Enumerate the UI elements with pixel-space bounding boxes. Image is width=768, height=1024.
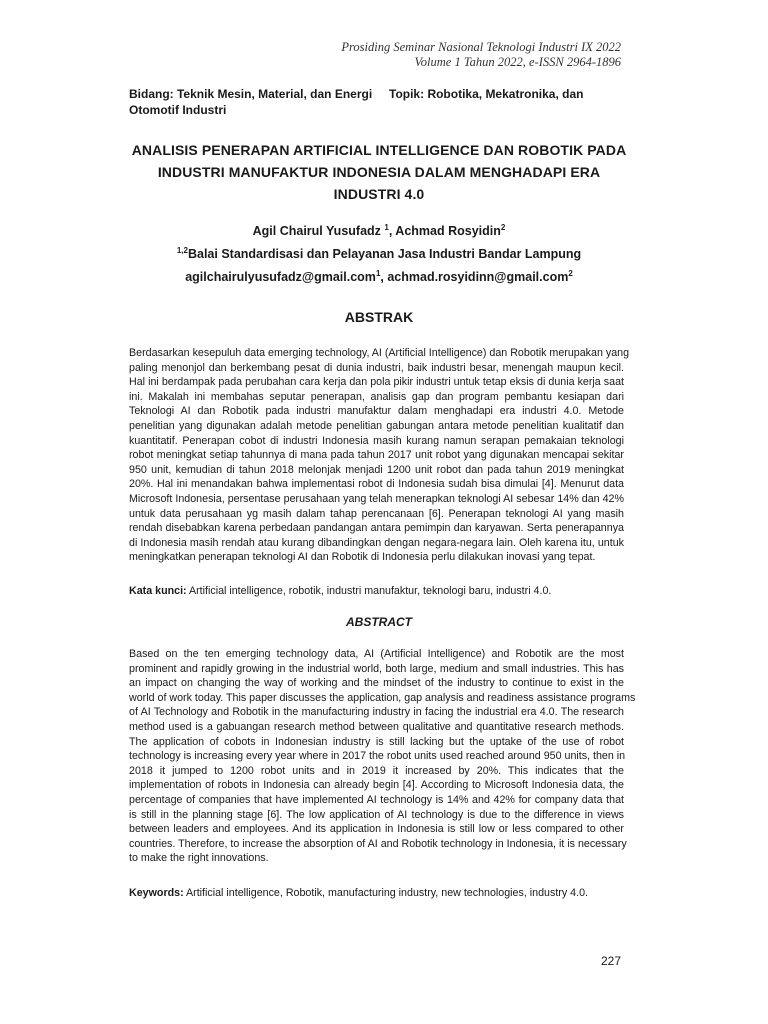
field-line-2: Otomotif Industri [129,103,227,117]
affiliation [129,241,629,264]
kata-kunci-text: Artificial intelligence, robotik, industri manufaktur, teknologi baru, industri 4.0. [186,585,552,597]
title-line-3: INDUSTRI 4.0 [333,186,425,202]
abstract-line: an impact on changing the way of working and the mindset of the industry to continue to exist in the [129,677,624,690]
abstrak-line: ini. Makalah ini membahas seputar penerapan, analisis gap dan program pembantu kesiapan dari [129,390,624,403]
abstrak-line: Hal ini berdampak pada perubahan cara kerja dan pola pikir industri untuk tetap eksis di dunia kerja saat [129,376,624,389]
abstrak-line: kuantitatif. Penerapan cobot di industri Indonesia masih kurang namun serapan pemakaian teknologi [129,434,624,447]
abstrak-line: untuk data perusahaan yg masih dalam tahap perencanaan [6]. Penerapan teknologi AI yang masih [129,507,624,520]
abstract-line: is still in the planning stage [6]. The low application of AI technology is due to the difference in views [129,808,624,821]
proceedings-header [341,40,621,70]
field-label [129,86,379,118]
title-line-2: INDUSTRI MANUFAKTUR INDONESIA DALAM MENGHADAPI ERA [157,164,601,180]
email-2: , achmad.rosyidinn@gmail.com [380,270,569,284]
abstract-heading: ABSTRACT [346,615,412,629]
affiliation-text: Balai Standardisasi dan Pelayanan Jasa Industri Bandar Lampung [187,247,582,261]
abstrak-line: Microsoft Indonesia, persentase perusahaan yang telah menerapkan teknologi AI sebesar 14% dan 42% [129,492,624,505]
abstrak-line: 20%. Hal ini menandakan bahwa implementasi robot di Indonesia sudah bisa dimulai [4]. Menurut data [129,478,624,491]
author-2: , Achmad Rosyidin [388,224,501,238]
header-line-2: Volume 1 Tahun 2022, e-ISSN 2964-1896 [414,55,621,69]
author-1: Agil Chairul Yusufadz [252,224,385,238]
abstrak-line: meningkatkan penerapan teknologi AI dan Robotik di Indonesia perlu dilakukan inovasi yang tepat. [129,551,596,564]
field-line-1: Bidang: Teknik Mesin, Material, dan Energi [129,87,373,101]
header-line-1: Prosiding Seminar Nasional Teknologi Industri IX 2022 [341,40,621,54]
abstract-body [129,647,636,866]
abstract-line: prominent and rapidly growing in the industrial world, both large, medium and small industries. This has [129,662,624,675]
keywords [129,886,624,900]
author-2-sup: 2 [500,223,506,232]
keywords-text: Artificial intelligence, Robotik, manufacturing industry, new technologies, industry 4.0. [183,887,588,899]
abstract-line: of AI Technology and Robotik in the manufacturing industry in facing the industrial era 4.0. The research [129,706,624,719]
abstract-line: to make the right innovations. [129,852,269,865]
kata-kunci [129,584,624,598]
emails [129,264,629,287]
abstract-line: percentage of companies that have implemented AI technology is 14% and 42% for company data that [129,793,624,806]
abstrak-line: paling menonjol dan berkembang pesat di dunia industri, baik industri besar, menengah maupun kecil. [129,361,624,374]
abstrak-line: rendah disebabkan karena perbedaan pandangan antara pemimpin dan karyawan. Serta penerapannya [129,522,624,535]
email-1: agilchairulyusufadz@gmail.com [185,270,376,284]
abstract-line: 2018 it jumped to 1200 robot units and in 2019 it increased by 20%. This indicates that the [129,764,624,777]
page-number: 227 [600,954,621,968]
abstrak-heading: ABSTRAK [344,309,414,325]
abstract-line: technology is increasing every year where in 2017 the robot units used reached around 950 units, then in [129,750,626,763]
abstract-line: world of work today. This paper discusses the application, gap analysis and readiness assistance programs [129,691,636,704]
kata-kunci-label: Kata kunci: [129,585,187,597]
abstract-line: countries. Therefore, to increase the absorption of AI and Robotik technology in Indonesia, it is necessary [129,837,627,850]
abstrak-line: Teknologi AI dan Robotik pada industri manufaktur dalam menghadapi era industri 4.0. Metode [129,405,624,418]
title-line-1: ANALISIS PENERAPAN ARTIFICIAL INTELLIGENCE DAN ROBOTIK PADA [131,142,627,158]
author-1-sup: 1 [384,223,389,232]
keywords-label: Keywords: [129,887,184,899]
email-2-sup: 2 [568,269,573,278]
paper-title [129,139,629,205]
abstrak-line: di Indonesia masih rendah atau kurang dibandingkan dengan negara-negara lain. Oleh karena itu, untuk [129,536,624,549]
abstract-line: implementation of robots in Indonesia can already begin [4]. According to Microsoft Indonesia data, the [129,779,624,792]
abstrak-line: penelitian yang digunakan adalah metode penelitian gabungan antara metode penelitian kualitatif dan [129,419,624,432]
author-names [129,218,629,241]
email-1-sup: 1 [375,269,381,278]
abstrak-line: robot meningkat setiap tahunnya di mana pada tahun 2017 unit robot yang digunakan mencapai sekitar [129,449,624,462]
abstract-line: method used is a gabuangan research method between qualitative and quantitative research methods. [129,720,624,733]
topic-label: Topik: Robotika, Mekatronika, dan [389,87,584,101]
abstrak-body [129,346,630,565]
author-block [129,218,629,287]
abstract-line: The application of cobots in Indonesian industry is still lacking but the uptake of the use of robot [129,735,624,748]
abstract-line: Based on the ten emerging technology data, AI (Artificial Intelligence) and Robotik are the most [129,648,624,660]
affiliation-sup: 1,2 [176,246,188,255]
abstrak-line: 950 unit, kemudian di tahun 2018 melonjak menjadi 1200 unit robot dan pada tahun 2019 meningkat [129,463,624,476]
abstrak-line: Berdasarkan kesepuluh data emerging technology, AI (Artificial Intelligence) dan Robotik merupakan yang [129,347,630,359]
abstract-line: between leaders and employees. And its application in Indonesia is still low or less compared to other [129,823,624,836]
